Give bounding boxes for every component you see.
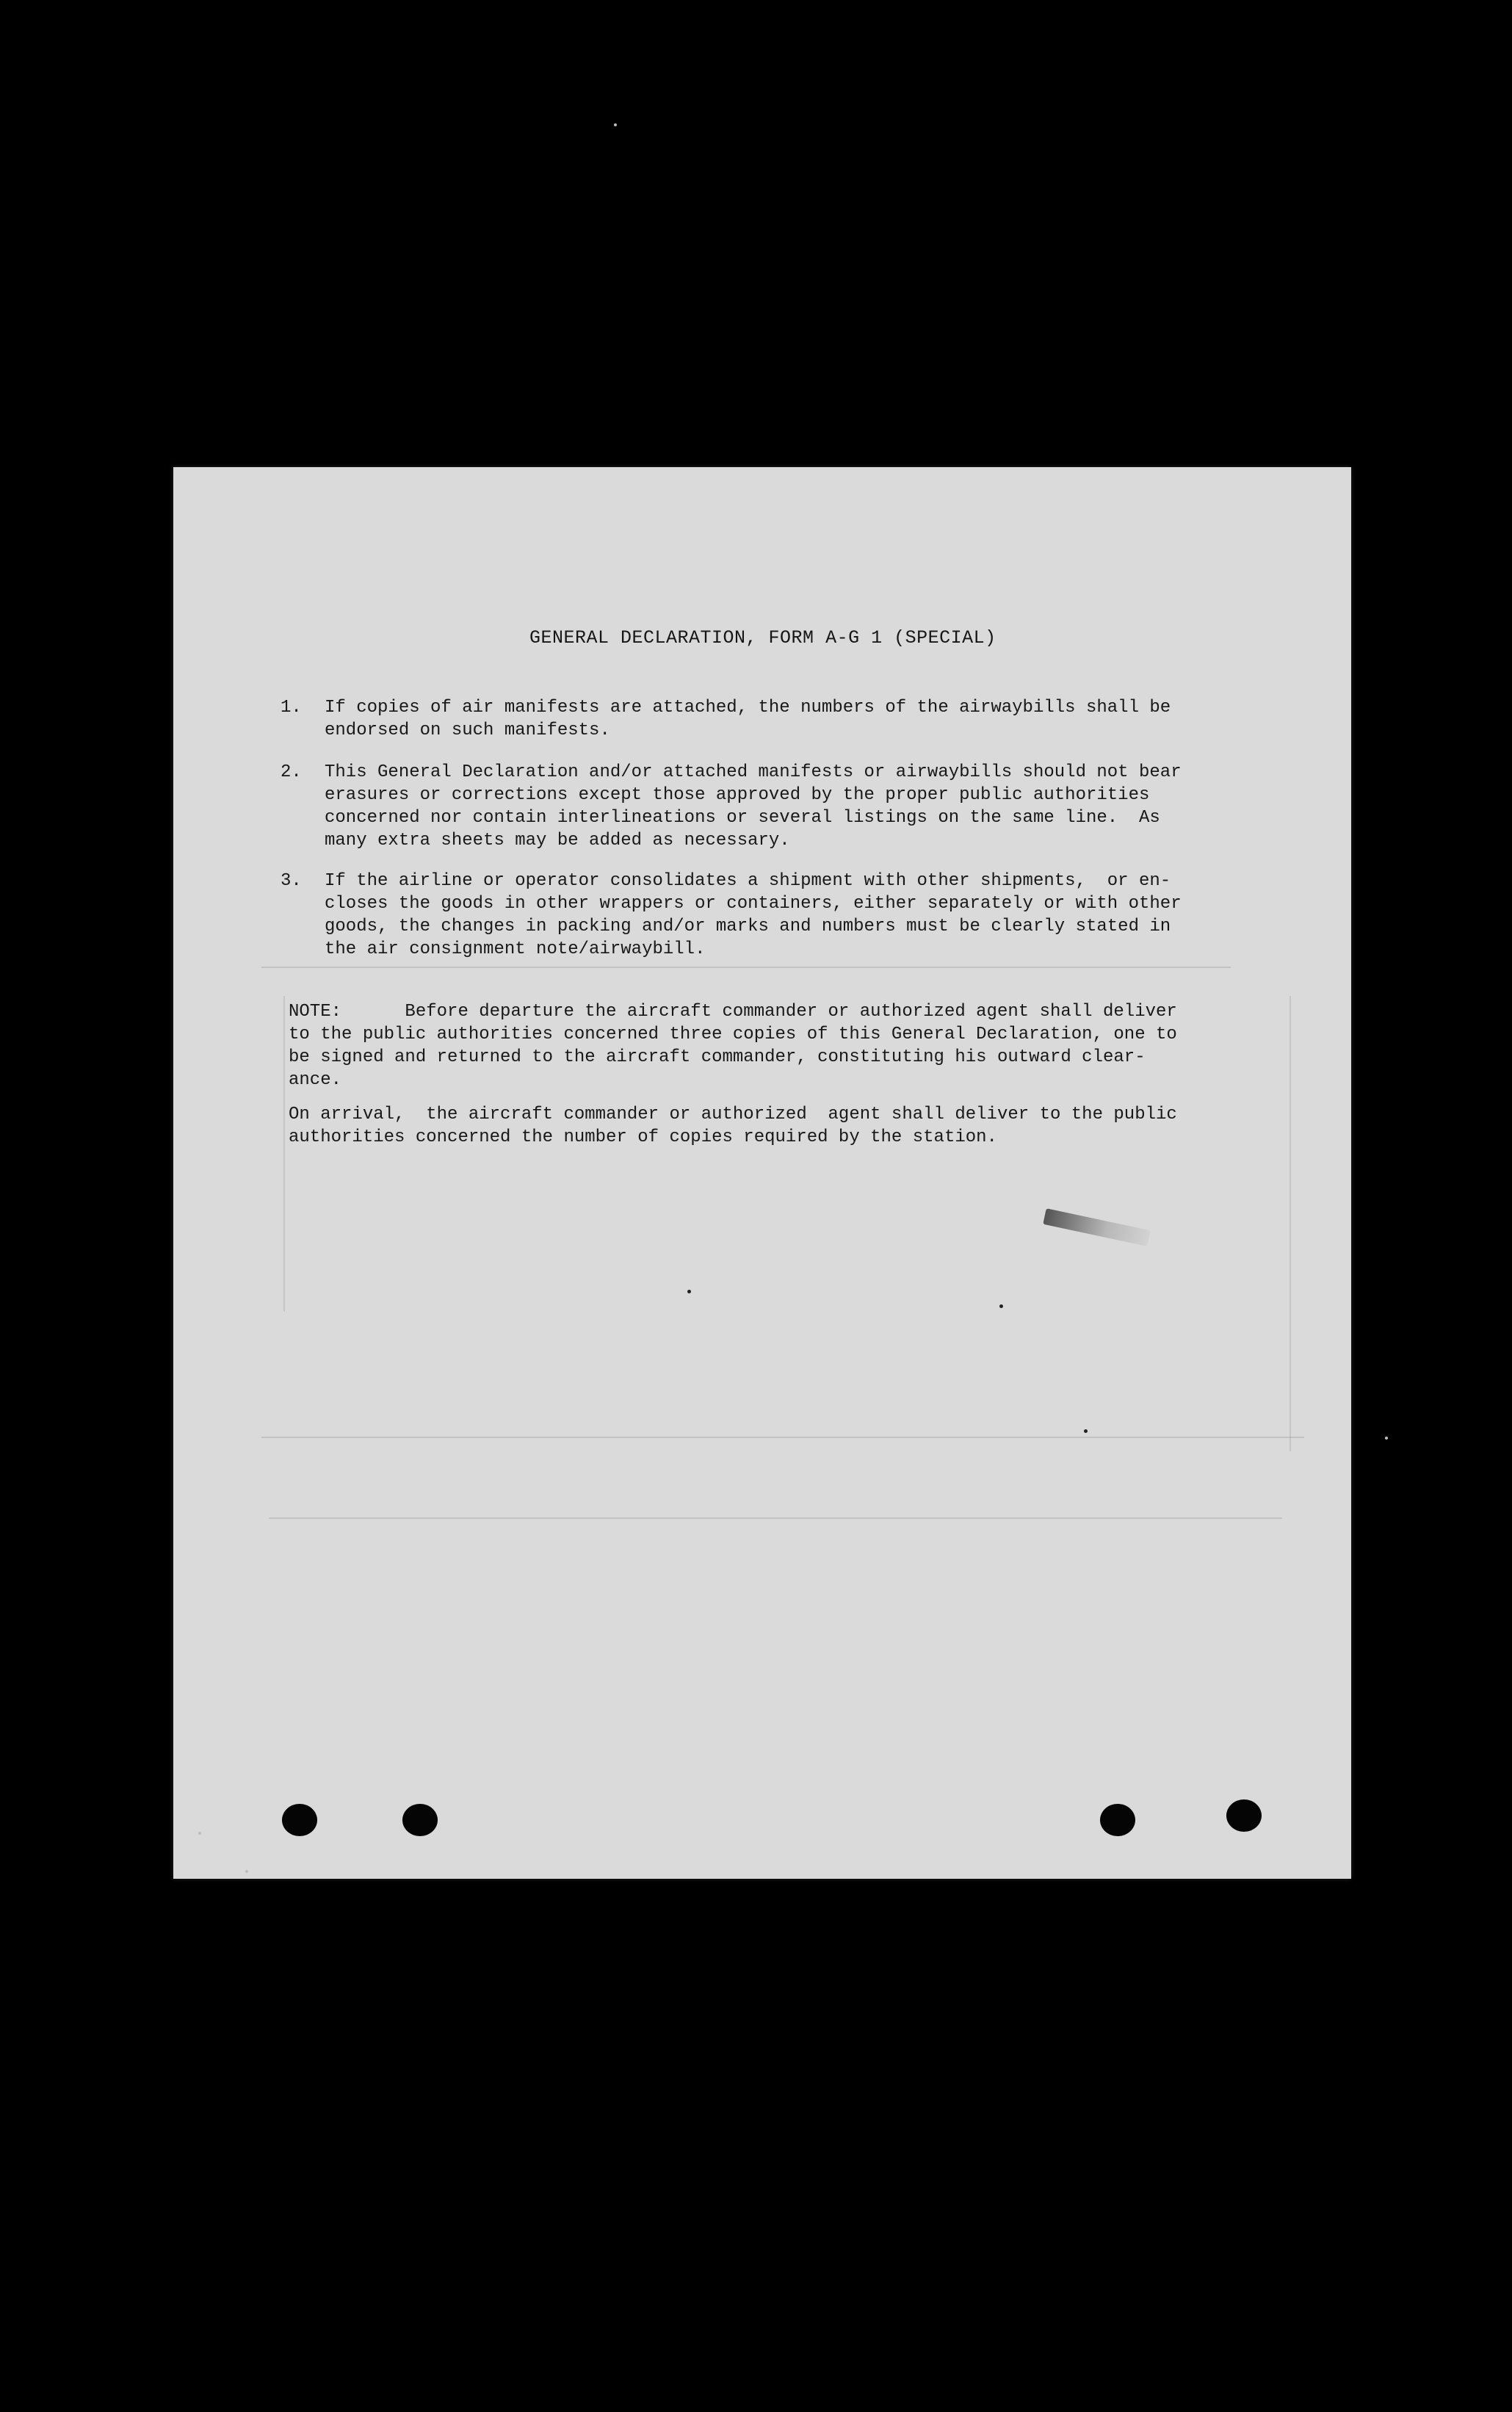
- punch-hole: [282, 1804, 317, 1836]
- note-line: NOTE: Before departure the aircraft commander or authorized agent shall deliver: [289, 1002, 1177, 1022]
- clause-line: endorsed on such manifests.: [325, 721, 610, 740]
- arrival-paragraph: [289, 1103, 1177, 1149]
- note-line: to the public authorities concerned three copies of this General Declaration, one to: [289, 1025, 1177, 1044]
- clause-1: [281, 696, 1171, 742]
- clause-line: This General Declaration and/or attached manifests or airwaybills should not bear: [325, 762, 1182, 782]
- dust-speck: [198, 1832, 201, 1835]
- note-line: be signed and returned to the aircraft commander, constituting his outward clear-: [289, 1047, 1146, 1067]
- document-title: GENERAL DECLARATION, FORM A-G 1 (SPECIAL): [529, 627, 996, 649]
- punch-hole: [402, 1804, 438, 1836]
- clause-number: 3.: [281, 871, 302, 891]
- note-line: ance.: [289, 1070, 342, 1090]
- clause-line: the air consignment note/airwaybill.: [325, 939, 706, 959]
- clause-line: many extra sheets may be added as necessary.: [325, 831, 790, 851]
- clause-line: If copies of air manifests are attached, the numbers of the airwaybills shall be: [325, 698, 1171, 718]
- clause-number: 1.: [281, 698, 302, 718]
- clause-number: 2.: [281, 762, 302, 782]
- note-paragraph: [289, 1000, 1177, 1091]
- bleed-through-line: [283, 996, 285, 1312]
- arrival-line: On arrival, the aircraft commander or authorized agent shall deliver to the public: [289, 1105, 1177, 1124]
- bleed-through-line: [261, 967, 1231, 968]
- clause-line: If the airline or operator consolidates a shipment with other shipments, or en-: [325, 871, 1171, 891]
- bleed-through-line: [1289, 996, 1291, 1451]
- arrival-line: authorities concerned the number of copies required by the station.: [289, 1127, 997, 1147]
- dust-speck: [687, 1290, 691, 1293]
- dust-speck: [1385, 1437, 1388, 1440]
- form-sheet: [173, 467, 1351, 1879]
- dust-speck: [999, 1304, 1003, 1308]
- clause-line: erasures or corrections except those approved by the proper public authorities: [325, 785, 1150, 805]
- bleed-through-line: [261, 1437, 1304, 1438]
- clause-line: concerned nor contain interlineations or several listings on the same line. As: [325, 808, 1160, 828]
- clause-3: [281, 870, 1182, 961]
- faint-stamp-mark: [1043, 1208, 1150, 1246]
- punch-hole: [1100, 1804, 1135, 1836]
- clause-line: closes the goods in other wrappers or containers, either separately or with other: [325, 894, 1182, 914]
- dust-speck: [614, 123, 617, 126]
- punch-hole: [1226, 1799, 1262, 1832]
- clause-2: [281, 761, 1182, 852]
- dust-speck: [1084, 1429, 1088, 1433]
- bleed-through-line: [269, 1517, 1282, 1519]
- dust-speck: [245, 1870, 248, 1873]
- clause-line: goods, the changes in packing and/or marks and numbers must be clearly stated in: [325, 917, 1171, 936]
